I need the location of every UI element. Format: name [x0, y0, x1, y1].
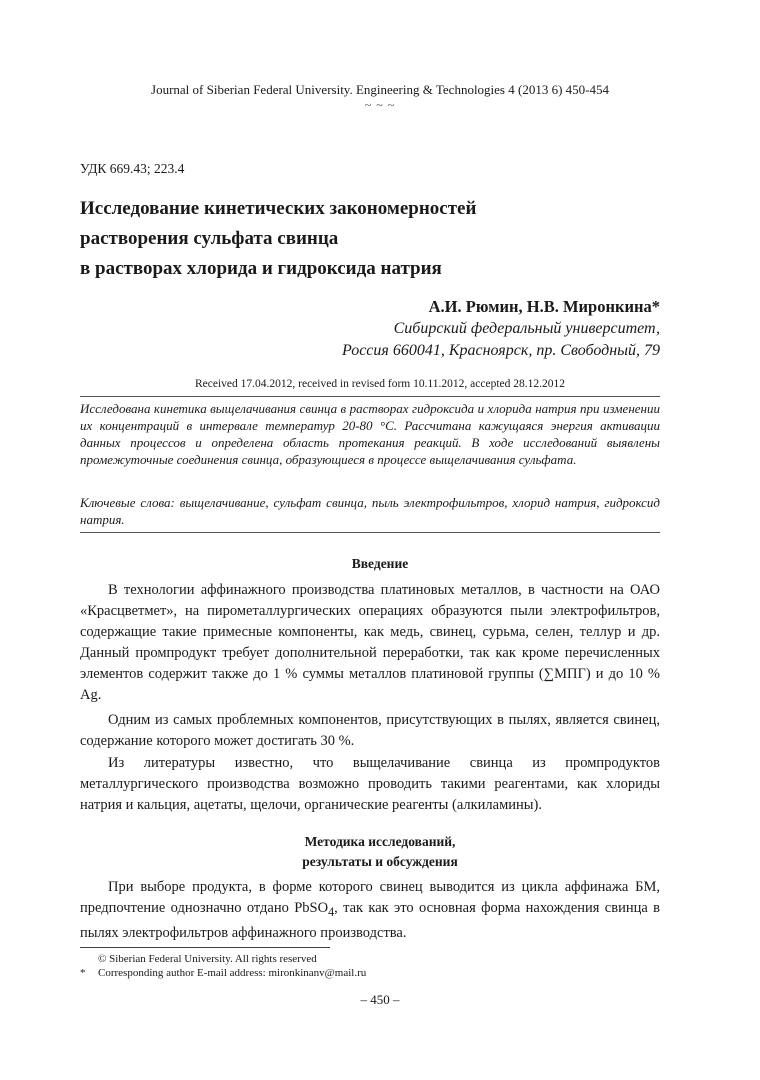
footnote-mark: * — [80, 967, 86, 979]
article-title — [80, 194, 680, 284]
section-heading-methods — [0, 832, 760, 872]
received-dates: Received 17.04.2012, received in revised form 10.11.2012, accepted 28.12.2012 — [194, 378, 566, 390]
title-line: растворения сульфата свинца — [80, 228, 339, 249]
affiliation — [342, 318, 660, 362]
heading-line: результаты и обсуждения — [302, 854, 458, 869]
keywords: Ключевые слова: выщелачивание, сульфат свинца, пыль электрофильтров, хлорид натрия, гидроксид натрия. — [80, 495, 660, 527]
formula-subscript: 4 — [328, 904, 335, 919]
copyright-footnote: © Siberian Federal University. All rights reserved — [98, 953, 317, 965]
affiliation-line: Сибирский федеральный университет, — [393, 320, 660, 337]
paragraph: Из литературы известно, что выщелачивание свинца из промпродуктов металлургического производства возможно проводить такими реагентами, как хлориды натрия и кальция, ацетаты, щелочи, органические реагенты (алкиламины). — [80, 755, 660, 813]
udk-code: УДК 669.43; 223.4 — [80, 161, 185, 176]
corresponding-footnote — [80, 966, 366, 980]
abstract: Исследована кинетика выщелачивания свинца в растворах гидроксида и хлорида натрия при изменении их концентраций в интервале температур 20-80 °С. Рассчитана кажущаяся энергия активации данных процессов и определена область протекания реакций. В ходе исследований выявлены промежуточные соединения свинца, образующиеся в процессе выщелачивания сульфата. — [80, 401, 660, 467]
heading-line: Методика исследований, — [304, 834, 456, 849]
page-number: – 450 – — [360, 992, 400, 1007]
paragraph: Одним из самых проблемных компонентов, присутствующих в пылях, является свинец, содержание которого может достигать 30 %. — [80, 712, 660, 749]
authors: А.И. Рюмин, Н.В. Миронкина* — [428, 297, 660, 316]
paragraph — [80, 877, 660, 944]
affiliation-line: Россия 660041, Красноярск, пр. Свободный, 79 — [342, 342, 660, 359]
footnote-divider — [80, 947, 330, 948]
title-line: в растворах хлорида и гидроксида натрия — [80, 258, 442, 279]
journal-header: Journal of Siberian Federal University. Engineering & Technologies 4 (2013 6) 450-454 — [151, 82, 609, 97]
header-ornament: ~ ~ ~ — [364, 98, 396, 112]
paragraph-text: , так как это основная форма нахождения свинца в пылях электрофильтров аффинажного производства. — [80, 900, 660, 941]
paragraph-text: При выборе продукта, в форме которого свинец выводится из цикла аффинажа БМ, предпочтение однозначно отдано PbSO — [80, 879, 660, 916]
footnote-text: Corresponding author E-mail address: mironkinanv@mail.ru — [98, 967, 367, 979]
title-line: Исследование кинетических закономерностей — [80, 198, 477, 219]
section-heading-intro: Введение — [351, 556, 409, 571]
paragraph: В технологии аффинажного производства платиновых металлов, в частности на ОАО «Красцветмет», на пирометаллургических операциях образуются пыли электрофильтров, содержащие такие примесные компоненты, как медь, свинец, сурьма, селен, теллур и др. Данный промпродукт требует дополнительной переработки, так как кроме перечисленных элементов содержит также до 1 % суммы металлов платиновой группы (∑МПГ) и до 10 % Ag. — [80, 582, 660, 703]
